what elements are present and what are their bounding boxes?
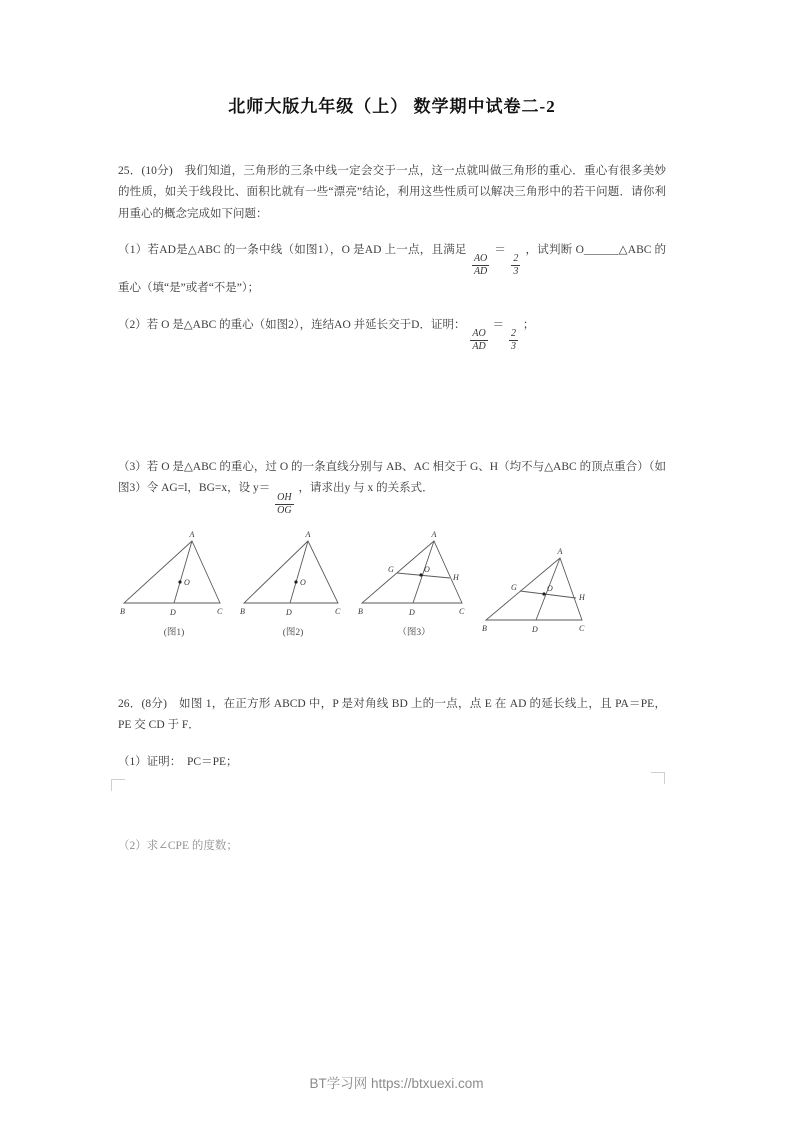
vertex-label-a: A <box>557 546 563 556</box>
fraction-denominator: 3 <box>513 266 519 278</box>
figure-3 <box>356 527 472 638</box>
fraction-numerator: AO <box>472 328 486 340</box>
point-label-d: D <box>409 607 415 617</box>
q25-part2-text-before: （2）若 O 是△ABC 的重心（如图2），连结AO 并延长交于D．证明： <box>118 318 466 331</box>
footer-watermark: BT学习网 https://btxuexi.com <box>309 1076 484 1091</box>
point-label-o: O <box>547 583 553 593</box>
fraction-denominator: OG <box>277 504 292 516</box>
point-label-o: O <box>300 577 306 587</box>
vertex-label-c: C <box>459 606 465 616</box>
figure-2 <box>238 527 348 638</box>
crop-mark-left <box>111 779 125 791</box>
figure-3-caption: （图3） <box>397 627 431 638</box>
q25-part3-text-before: （3）若 O 是△ABC 的重心，过 O 的一条直线分别与 AB、AC 相交于 G、H（均不与△ABC 的顶点重合）（如图3）令 AG=l，BG=x，设 y＝ <box>118 461 666 495</box>
point-label-o: O <box>424 564 430 574</box>
q25-part2 <box>118 315 666 354</box>
page-content <box>118 0 666 857</box>
fraction-2-3-b <box>509 328 518 353</box>
q26-intro: 26．(8分) 如图 1，在正方形 ABCD 中，P 是对角线 BD 上的一点，点 E 在 AD 的延长线上，且 PA＝PE，PE 交 CD 于 F． <box>118 697 666 732</box>
fraction-numerator: 2 <box>513 253 519 265</box>
point-label-g: G <box>388 564 394 574</box>
vertex-label-a: A <box>305 529 311 539</box>
fraction-numerator: OH <box>277 491 292 503</box>
point-label-o: O <box>184 577 190 587</box>
q25-part1-text-after: ，试判断 O______△ABC 的重心（填“是”或者“不是”）； <box>118 243 667 295</box>
point-label-h: H <box>579 592 585 602</box>
fraction-denominator: 3 <box>510 341 516 353</box>
q25-part3 <box>118 457 666 517</box>
vertex-label-a: A <box>189 529 195 539</box>
vertex-label-b: B <box>120 606 125 616</box>
vertex-label-b: B <box>482 623 487 633</box>
q25-part2-text-after: ； <box>522 318 535 331</box>
point-label-h: H <box>453 572 459 582</box>
figure-1 <box>118 527 230 638</box>
fraction-ao-ad-2 <box>470 328 487 353</box>
crop-mark-right <box>651 772 665 784</box>
fraction-ao-ad-1 <box>472 253 489 278</box>
fraction-numerator: 2 <box>510 328 516 340</box>
figure-4 <box>480 544 596 638</box>
figure-2-caption: (图2) <box>282 627 304 638</box>
q25-part1 <box>118 240 666 300</box>
vertex-label-c: C <box>217 606 223 616</box>
point-label-d: D <box>170 607 176 617</box>
q26-part2: （2）求∠CPE 的度数； <box>118 839 238 852</box>
vertex-label-c: C <box>335 606 341 616</box>
vertex-label-b: B <box>240 606 245 616</box>
triangle-diagram-2 <box>238 527 348 621</box>
fraction-2-3-a <box>511 253 520 278</box>
equals-sign: ＝ <box>494 243 507 256</box>
point-label-g: G <box>511 582 517 592</box>
vertex-label-c: C <box>579 623 585 633</box>
fraction-denominator: AD <box>473 266 488 278</box>
q26-part1: （1）证明： PC＝PE； <box>118 756 238 769</box>
fraction-oh-og <box>275 492 293 517</box>
triangle-diagram-3 <box>356 527 472 621</box>
q25-intro: 25．(10分) 我们知道，三角形的三条中线一定会交于一点，这一点就叫做三角形的重心．重心有很多美妙的性质，如关于线段比、面积比就有一些“漂亮”结论，利用这些性质可以解决三角形中的若干问题．请你利用重心的概念完成如下问题： <box>118 165 666 220</box>
figure-row <box>118 527 666 638</box>
vertex-label-b: B <box>358 606 363 616</box>
point-label-d: D <box>286 607 292 617</box>
triangle-diagram-1 <box>118 527 230 621</box>
fraction-denominator: AD <box>472 341 486 353</box>
q25-part3-text-after: ，请求出y 与 x 的关系式． <box>298 482 434 495</box>
fraction-numerator: AO <box>473 253 488 265</box>
q25-part1-text-before: （1）若AD是△ABC 的一条中线（如图1），O 是AD 上一点，且满足 <box>118 243 467 256</box>
vertex-label-a: A <box>431 529 437 539</box>
figure-1-caption: (图1) <box>163 627 185 638</box>
page-title: 北师大版九年级（上） 数学期中试卷二-2 <box>228 97 556 116</box>
equals-sign: ＝ <box>492 318 505 331</box>
triangle-diagram-4 <box>480 544 596 638</box>
point-label-d: D <box>532 624 538 634</box>
